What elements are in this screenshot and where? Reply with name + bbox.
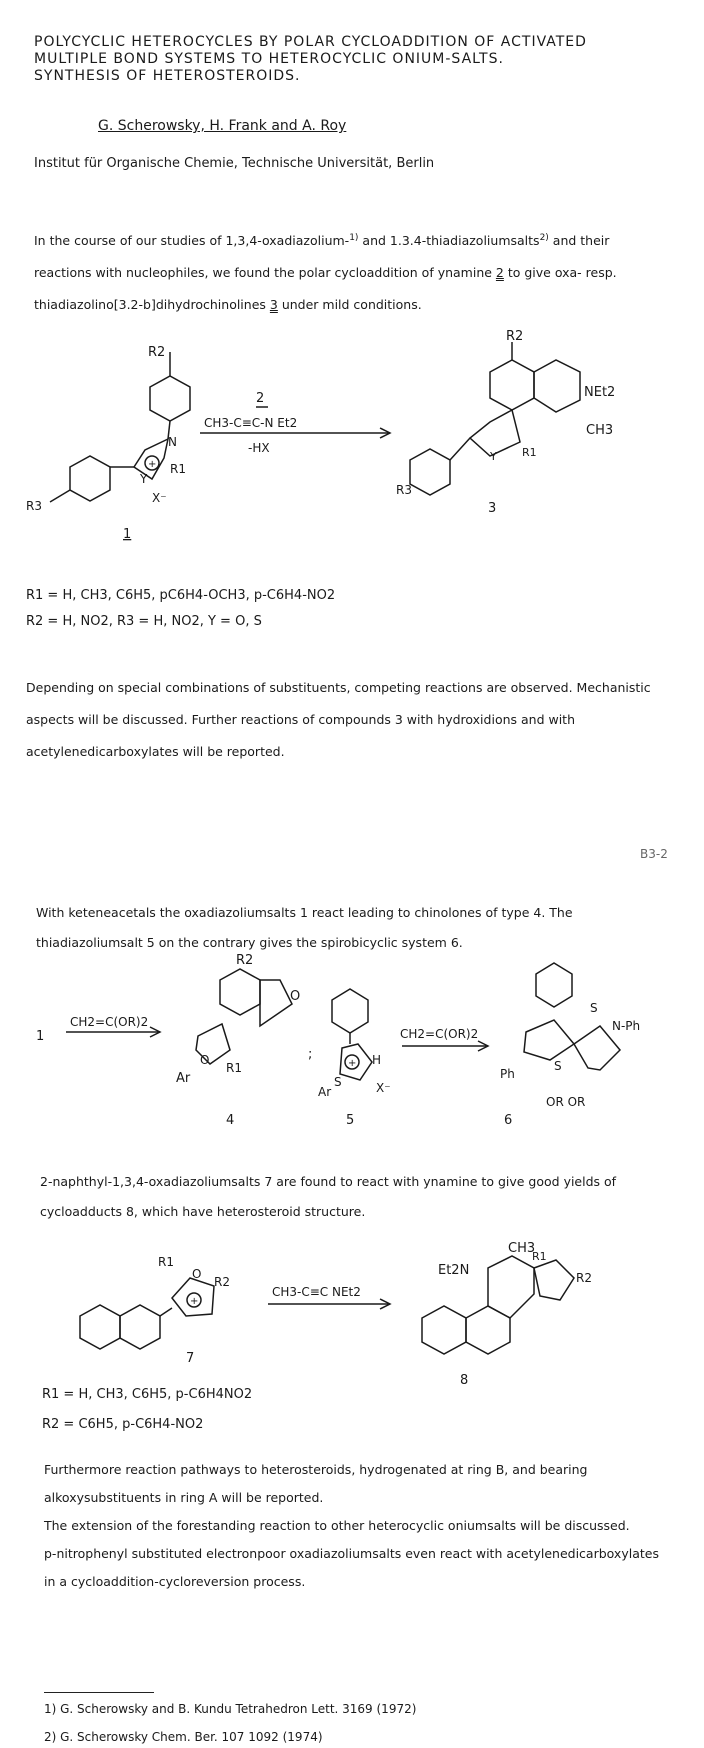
s2-ar-5: Ar: [318, 1085, 332, 1099]
s1-arrow-bottom: -HX: [248, 441, 270, 455]
ref-1: 1): [349, 233, 359, 243]
s1-p-r3: R3: [396, 483, 412, 497]
s1-p-net2: NEt2: [584, 385, 616, 400]
s3-label-7: 7: [186, 1351, 195, 1366]
s2-s: S: [334, 1075, 342, 1089]
s2-label-4: 4: [226, 1113, 235, 1128]
footnote-2: 2) G. Scherowsky Chem. Ber. 107 1092 (1974): [44, 1730, 323, 1744]
s1-arrow-mid: CH3-C≡C-N Et2: [204, 416, 298, 430]
page-number: B3-2: [640, 847, 668, 861]
s1-r2: R2: [148, 345, 166, 360]
s1-y: Y: [140, 472, 148, 486]
s1-p-y: Y: [490, 450, 497, 463]
naphthyl-paragraph: 2-naphthyl-1,3,4-oxadiazoliumsalts 7 are found to react with ynamine to give good yields of cycloadducts 8, which have heterosteroid structure.: [40, 1174, 617, 1219]
compound-2-ref: 2: [495, 265, 504, 281]
s2-or: OR OR: [546, 1095, 586, 1109]
s2-r2: R2: [236, 953, 254, 968]
s2-o: O: [290, 989, 301, 1004]
s1-p-ch3: CH3: [586, 423, 614, 438]
footnote-divider: [44, 1692, 154, 1693]
substituents-list-1: [26, 583, 335, 635]
s2-r1: R1: [226, 1061, 242, 1075]
s1-r1: R1: [170, 462, 186, 476]
author-line: [98, 118, 346, 134]
s2-semicolon: ;: [308, 1047, 313, 1062]
s1-n: N: [168, 435, 177, 449]
institution: Institut für Organische Chemie, Technische Universität, Berlin: [34, 156, 435, 171]
substituents-list-2: [42, 1380, 252, 1440]
s2-nph: N-Ph: [612, 1019, 641, 1033]
outlook-1: Furthermore reaction pathways to heterosteroids, hydrogenated at ring B, and bearing alkoxysubstituents in ring A will be reported.: [44, 1462, 588, 1505]
s2-label-5: 5: [346, 1113, 355, 1128]
s1-p-r2: R2: [506, 329, 524, 344]
s3-ch3: CH3: [508, 1241, 536, 1256]
compound-3-ref: 3: [269, 297, 278, 313]
reaction-scheme-2: [0, 953, 704, 1140]
s2-plus: +: [348, 1058, 357, 1069]
s1-x: X⁻: [152, 491, 167, 505]
intro-text-a: In the course of our studies of 1,3,4-oxadiazolium-: [34, 233, 350, 249]
outlook-paragraphs: [44, 1456, 664, 1596]
discussion-paragraph: Depending on special combinations of substituents, competing reactions are observed. Mechanistic aspects will be discussed. Further reactions of compounds 3 with hydroxidions and with acetylenedicarboxylates will be reported.: [26, 680, 651, 759]
authors: G. Scherowsky, H. Frank and A. Roy: [98, 118, 347, 134]
s2-thione-s: S: [590, 1001, 598, 1015]
s3-plus: +: [190, 1296, 199, 1307]
s2-label-1: 1: [36, 1029, 45, 1044]
subst2-line-2: R2 = C6H5, p-C6H4-NO2: [42, 1417, 204, 1432]
s1-label-3: 3: [488, 501, 497, 516]
s2-x: X⁻: [376, 1081, 391, 1095]
subst2-line-1: R1 = H, CH3, C6H5, p-C6H4NO2: [42, 1387, 253, 1402]
s2-reagent-2: CH2=C(OR)2: [400, 1027, 479, 1041]
paper-title: POLYCYCLIC HETEROCYCLES BY POLAR CYCLOADDITION OF ACTIVATED MULTIPLE BOND SYSTEMS TO HETEROCYCLIC ONIUM-SALTS. SYNTHESIS OF HETEROSTEROIDS.: [34, 34, 587, 84]
s3-p-r1: R1: [532, 1250, 547, 1263]
s1-r3: R3: [26, 499, 42, 513]
footnote-1: 1) G. Scherowsky and B. Kundu Tetrahedron Lett. 3169 (1972): [44, 1702, 417, 1716]
intro-text-c: and their reactions with nucleophiles, we found the polar cycloaddition of ynamine: [34, 233, 610, 281]
s2-ring-s: S: [554, 1059, 562, 1073]
s3-p-r2: R2: [576, 1271, 592, 1285]
s3-r2: R2: [214, 1275, 230, 1289]
intro-text-e: under mild conditions.: [277, 297, 422, 313]
keteneacetal-paragraph: With keteneacetals the oxadiazoliumsalts 1 react leading to chinolones of type 4. The thiadiazoliumsalt 5 on the contrary gives the spirobicyclic system 6.: [36, 905, 573, 950]
intro-text-d: to give oxa- resp. thiadiazolino[3.2-b]dihydrochinolines: [34, 265, 617, 313]
outlook-2: The extension of the forestanding reaction to other heterocyclic oniumsalts will be discussed.: [44, 1518, 630, 1533]
reaction-scheme-1: [0, 329, 704, 572]
intro-text-b: and 1.3.4-thiadiazoliumsalts: [358, 233, 540, 249]
s1-arrow-top: 2: [256, 391, 265, 406]
outlook-3: p-nitrophenyl substituted electronpoor oxadiazoliumsalts even react with acetylenedicarboxylates in a cycloaddition-cycloreversion process.: [44, 1546, 659, 1589]
subst-line-2: R2 = H, NO2, R3 = H, NO2, Y = O, S: [26, 614, 262, 629]
s3-et2n: Et2N: [438, 1263, 470, 1278]
ref-2: 2): [539, 233, 549, 243]
s3-label-8: 8: [460, 1373, 469, 1388]
s1-plus: +: [148, 459, 157, 470]
s3-arrow: CH3-C≡C NEt2: [272, 1285, 361, 1299]
s2-ph: Ph: [500, 1067, 515, 1081]
s3-r1: R1: [158, 1255, 174, 1269]
s2-reagent-1: CH2=C(OR)2: [70, 1015, 149, 1029]
reaction-scheme-3: [0, 1238, 704, 1398]
s1-p-r1: R1: [522, 446, 537, 459]
subst-line-1: R1 = H, CH3, C6H5, pC6H4-OCH3, p-C6H4-NO2: [26, 588, 336, 603]
s2-ar: Ar: [176, 1071, 191, 1086]
s3-o: O: [192, 1267, 202, 1281]
s2-ring-o: O: [200, 1053, 210, 1067]
s2-h: H: [372, 1053, 382, 1067]
s1-label-1: 1: [123, 527, 132, 542]
intro-paragraph: [34, 222, 664, 321]
s2-label-6: 6: [504, 1113, 513, 1128]
